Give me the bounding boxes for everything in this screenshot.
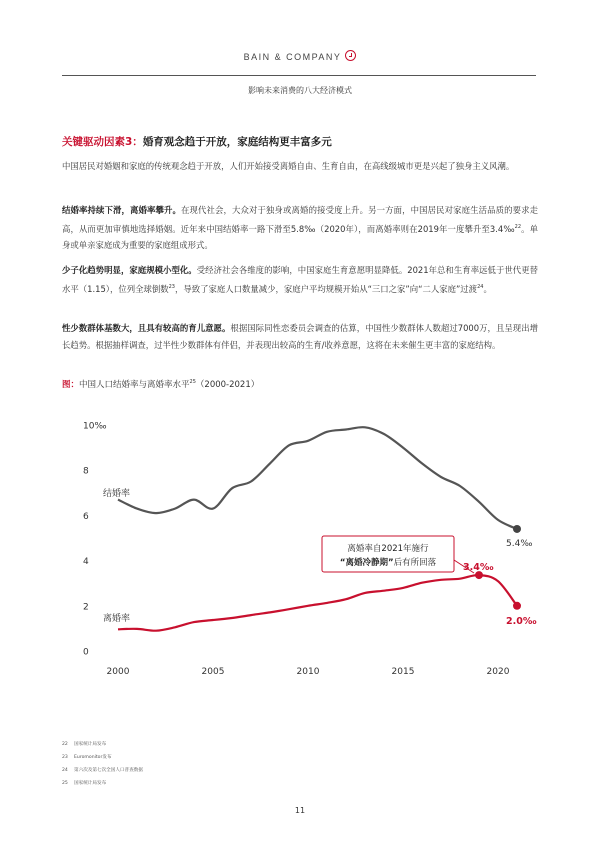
- figure-caption-years: （2000-2021）: [195, 380, 260, 390]
- y-tick-label: 10‰: [83, 421, 107, 432]
- fertility-paragraph-text-b: ，导致了家庭人口数量减少，家庭户平均规模开始从“三口之家”向“二人家庭”过渡: [174, 283, 478, 294]
- marriage-paragraph-lead: 结婚率持续下滑，离婚率攀升。: [62, 205, 182, 215]
- marriage-paragraph-text-b: 。单身或单亲家庭成为重要的家庭组成形式。: [62, 223, 539, 250]
- footnote-ref-22: 22: [514, 223, 522, 230]
- x-tick-label: 2000: [106, 667, 130, 677]
- fertility-paragraph-text-a: 受经济社会各维度的影响，中国家庭生育意愿明显降低。2021年总和生育率远低于世代更替水平（1.15），位列全球倒数: [62, 265, 539, 294]
- marriage-end-value: 5.4‰: [506, 539, 533, 549]
- footnote-ref-23: 23: [168, 283, 175, 290]
- lgbt-paragraph-lead: 性少数群体基数大，且具有较高的育儿意愿。: [62, 323, 231, 333]
- footnote-22: 22 国家统计局发布: [62, 742, 107, 747]
- figure-caption-label: 图：: [62, 380, 80, 390]
- footnote-25: 25 国家统计局发布: [62, 781, 107, 786]
- intro-paragraph: 中国居民对婚姻和家庭的传统观念趋于开放，人们开始接受离婚自由、生育自由，在高线级城市更是兴起了独身主义风潮。: [62, 161, 515, 171]
- divorce-end-point: [513, 602, 521, 610]
- footnote-ref-25: 25: [189, 379, 196, 386]
- fertility-paragraph-text-c: 。: [483, 283, 492, 294]
- section-title-main: 婚育观念趋于开放，家庭结构更丰富多元: [142, 136, 332, 148]
- annotation-line1: 离婚率自2021年施行: [347, 544, 429, 554]
- y-tick-label: 2: [83, 602, 89, 613]
- marriage-series-label: 结婚率: [103, 489, 131, 499]
- divorce-end-value: 2.0‰: [506, 616, 537, 627]
- annotation-line2-rest: 后有所回落: [393, 558, 437, 568]
- brand-name: BAIN & COMPANY: [243, 52, 342, 62]
- figure-caption-text: 中国人口结婚率与离婚率水平: [79, 380, 190, 390]
- x-tick-label: 2015: [391, 667, 415, 677]
- y-tick-label: 0: [83, 647, 89, 658]
- divorce-peak-value: 3.4‰: [463, 562, 494, 573]
- annotation-line2-bold: “离婚冷静期”: [339, 558, 394, 568]
- footnotes: [62, 738, 143, 790]
- marriage-paragraph-text-a: 在现代社会，大众对于独身或离婚的接受度上升。另一方面，中国居民对家庭生活品质的要求走高，从而更加审慎地选择婚姻。近年来中国结婚率一路下滑至5.8‰（2020年），而离婚率则在2019年一度攀升至3.4‰: [62, 205, 538, 234]
- divorce-rate-line: [118, 575, 517, 631]
- x-tick-label: 2005: [201, 667, 225, 677]
- lgbt-paragraph-text: 根据国际同性恋委员会调查的估算，中国性少数群体人数超过7000万，且呈现出增长趋势。根据抽样调查，过半性少数群体有伴侣，并表现出较高的生育/收养意愿，这将在未来催生更丰富的家庭结构。: [62, 323, 539, 350]
- marriage-rate-line: [118, 427, 517, 529]
- y-tick-label: 4: [83, 557, 89, 568]
- section-title-prefix: 关键驱动因素3：: [62, 136, 143, 148]
- y-tick-label: 8: [83, 466, 89, 477]
- footnote-24: 24 第六次及第七次全国人口普查数据: [62, 768, 143, 773]
- x-tick-label: 2010: [296, 667, 320, 677]
- x-tick-label: 2020: [486, 667, 510, 677]
- annotation-callout: [322, 536, 474, 573]
- y-tick-label: 6: [83, 511, 89, 522]
- x-axis: [107, 667, 510, 677]
- annotation-line2: [340, 557, 437, 568]
- marriage-end-point: [513, 525, 521, 533]
- report-title: 影响未来消费的八大经济模式: [248, 86, 352, 95]
- footnote-ref-24: 24: [477, 283, 484, 290]
- page-number: 11: [294, 806, 306, 815]
- fertility-paragraph-lead: 少子化趋势明显，家庭规模小型化。: [62, 265, 197, 275]
- footnote-23: 23 Euromonitor发布: [62, 755, 112, 760]
- divorce-series-label: 离婚率: [103, 614, 131, 624]
